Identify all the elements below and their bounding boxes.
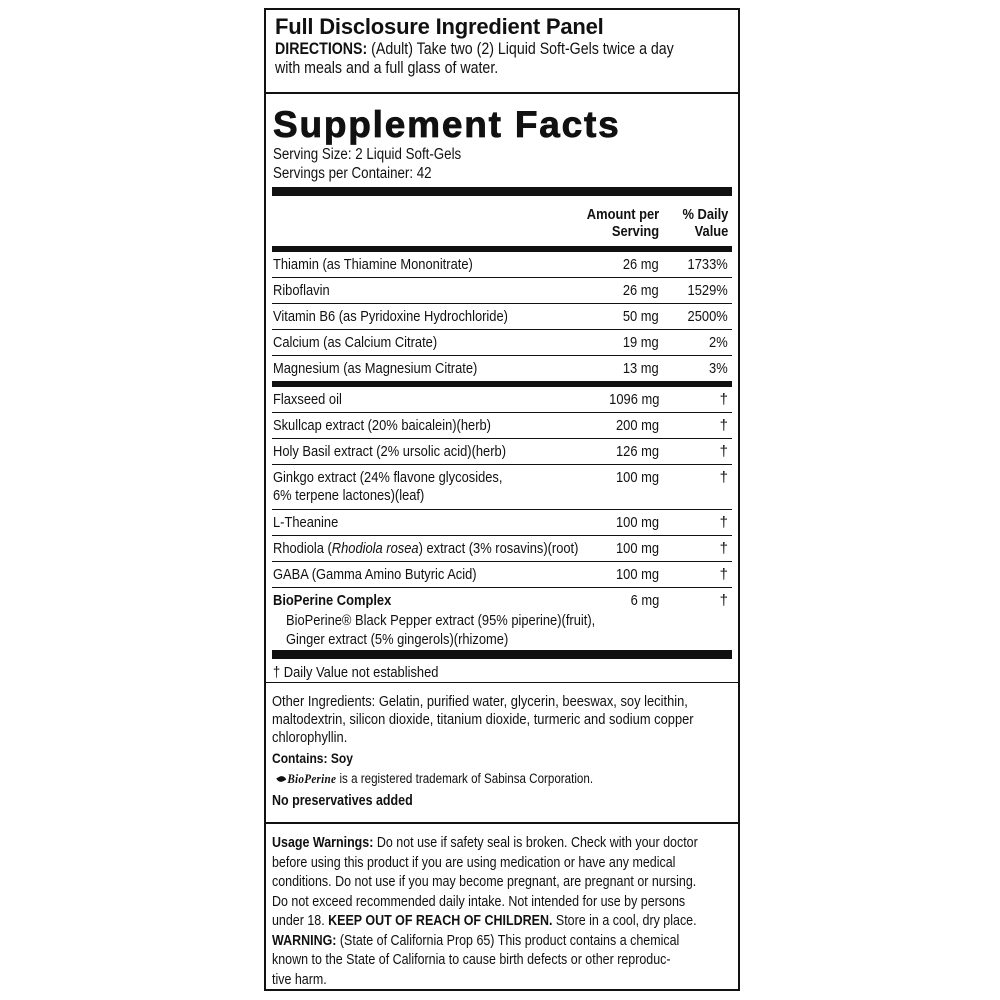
other-ingredients: Other Ingredients: Gelatin, purified water, glycerin, beeswax, soy lecithin, maltodextrin, silicon dioxide, titanium dioxide, turmeric and sodium copper chlorophyllin. Contains: Soy BioPerine is a registered trademark of Sabinsa Corporation. No preservatives added — [272, 693, 734, 810]
daily-value-header: % Daily Value — [682, 206, 728, 240]
no-preservatives: No preservatives added — [272, 793, 413, 809]
amount-header: Amount per Serving — [586, 206, 659, 240]
directions-text: DIRECTIONS: (Adult) Take two (2) Liquid Soft-Gels twice a day with meals and a full glass of water. — [275, 40, 674, 77]
bioperine-leaf-icon — [276, 775, 286, 785]
serving-size: Serving Size: 2 Liquid Soft-Gels — [273, 146, 462, 163]
nutrient-row: Vitamin B6 (as Pyridoxine Hydrochloride) 50 mg 2500% — [272, 304, 732, 330]
ingredient-row: Flaxseed oil 1096 mg † — [272, 387, 732, 413]
disclosure-section — [266, 10, 738, 78]
thick-bar — [272, 187, 732, 196]
bioperine-complex-row: BioPerine Complex 6 mg † BioPerine® Black Pepper extract (95% piperine)(fruit), Ginger extract (5% gingerols)(rhizome) — [273, 592, 728, 648]
ingredient-panel — [264, 8, 740, 991]
daily-value-note: † Daily Value not established — [273, 664, 439, 681]
servings-per-container: Servings per Container: 42 — [273, 165, 432, 182]
nutrient-row: Riboflavin 26 mg 1529% — [272, 278, 732, 304]
nutrient-row: Thiamin (as Thiamine Mononitrate) 26 mg 1733% — [272, 252, 732, 278]
thick-bar — [272, 650, 732, 659]
column-header — [272, 196, 732, 246]
supplement-facts-title: Supplement Facts — [273, 104, 621, 145]
trademark-note: BioPerine is a registered trademark of Sabinsa Corporation. — [272, 770, 734, 788]
ingredient-row: Ginkgo extract (24% flavone glycosides, 6% terpene lactones)(leaf) 100 mg † — [272, 465, 732, 510]
divider — [266, 822, 738, 824]
ingredient-row: Holy Basil extract (2% ursolic acid)(herb) 126 mg † — [272, 439, 732, 465]
usage-warnings: Usage Warnings: Do not use if safety seal is broken. Check with your doctor before using this product if you are using medication or have any medical conditions. Do not use if you may become pregnant, are pregnant or nursing. Do not exceed recommended daily intake. Not intended for use by persons under 18. KEEP OUT OF REACH OF CHILDREN. Store in a cool, dry place. WARNING: (State of California Prop 65) This product contains a chemical known to the State of California to cause birth defects or other reproduc- tive harm. — [272, 835, 698, 988]
divider — [266, 682, 738, 683]
bioperine-logo: BioPerine — [287, 771, 337, 786]
supplement-facts — [272, 101, 732, 682]
divider — [266, 92, 738, 94]
ingredient-row: L-Theanine 100 mg † — [272, 510, 732, 536]
nutrient-row: Magnesium (as Magnesium Citrate) 13 mg 3% — [273, 360, 728, 377]
nutrient-row: Calcium (as Calcium Citrate) 19 mg 2% — [272, 330, 732, 356]
ingredient-row: Rhodiola (Rhodiola rosea) extract (3% rosavins)(root) 100 mg † — [272, 536, 732, 562]
ingredient-row: Skullcap extract (20% baicalein)(herb) 200 mg † — [272, 413, 732, 439]
contains-soy: Contains: Soy — [272, 750, 353, 766]
panel-title: Full Disclosure Ingredient Panel — [275, 14, 604, 39]
directions-label: DIRECTIONS: — [275, 40, 368, 58]
ingredient-row: GABA (Gamma Amino Butyric Acid) 100 mg † — [272, 562, 732, 588]
